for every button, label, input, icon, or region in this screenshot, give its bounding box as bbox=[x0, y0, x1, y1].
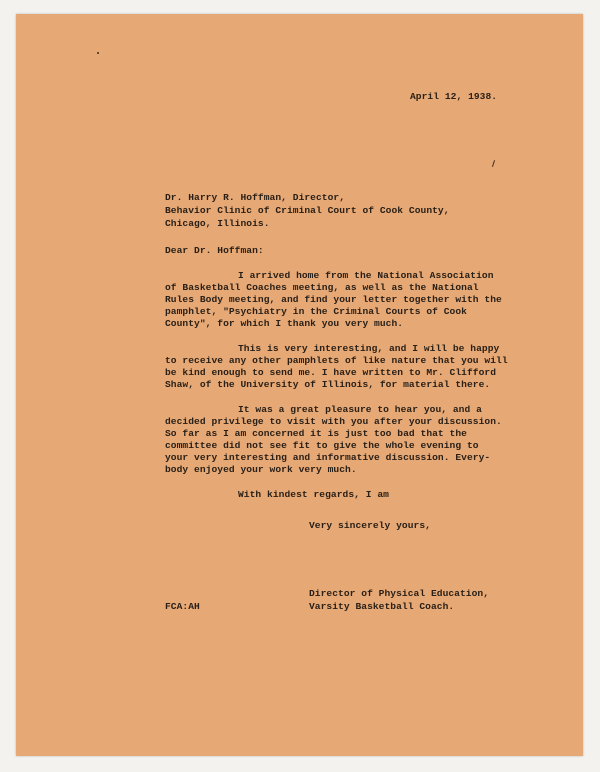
salutation: Dear Dr. Hoffman: bbox=[165, 245, 264, 256]
paper-speck bbox=[97, 52, 99, 54]
paragraph-line: So far as I am concerned it is just too bad that the bbox=[165, 428, 467, 439]
signature-title-line: Varsity Basketball Coach. bbox=[309, 601, 455, 612]
typist-initials: FCA:AH bbox=[165, 601, 200, 612]
paragraph-line: Rules Body meeting, and find your letter together with the bbox=[165, 294, 502, 305]
recipient-line: Chicago, Illinois. bbox=[165, 218, 270, 229]
paragraph-line: I arrived home from the National Association bbox=[238, 270, 494, 281]
paragraph-line: your very interesting and informative discussion. Every- bbox=[165, 452, 491, 463]
letter-date: April 12, 1938. bbox=[410, 91, 498, 102]
paragraph-line: committee did not see fit to give the whole evening to bbox=[165, 440, 479, 451]
paragraph-line: decided privilege to visit with you after your discussion. bbox=[165, 416, 502, 427]
recipient-line: Dr. Harry R. Hoffman, Director, bbox=[165, 192, 346, 203]
paragraph-line: be kind enough to send me. I have written to Mr. Clifford bbox=[165, 367, 497, 378]
paragraph-line: pamphlet, "Psychiatry in the Criminal Courts of Cook bbox=[165, 306, 467, 317]
closing-line: Very sincerely yours, bbox=[309, 520, 431, 531]
letter-page bbox=[16, 14, 583, 756]
recipient-line: Behavior Clinic of Criminal Court of Cook County, bbox=[165, 205, 450, 216]
paragraph-line: body enjoyed your work very much. bbox=[165, 464, 357, 475]
pencil-mark bbox=[492, 160, 495, 167]
paragraph-line: It was a great pleasure to hear you, and a bbox=[238, 404, 482, 415]
paragraph-line: of Basketball Coaches meeting, as well as the National bbox=[165, 282, 479, 293]
paragraph-line: to receive any other pamphlets of like nature that you will bbox=[165, 355, 508, 366]
paragraph-line: Shaw, of the University of Illinois, for material there. bbox=[165, 379, 491, 390]
paragraph-line: This is very interesting, and I will be happy bbox=[238, 343, 500, 354]
paragraph-line: County", for which I thank you very much. bbox=[165, 318, 404, 329]
signature-title-line: Director of Physical Education, bbox=[309, 588, 490, 599]
regards-line: With kindest regards, I am bbox=[238, 489, 389, 500]
